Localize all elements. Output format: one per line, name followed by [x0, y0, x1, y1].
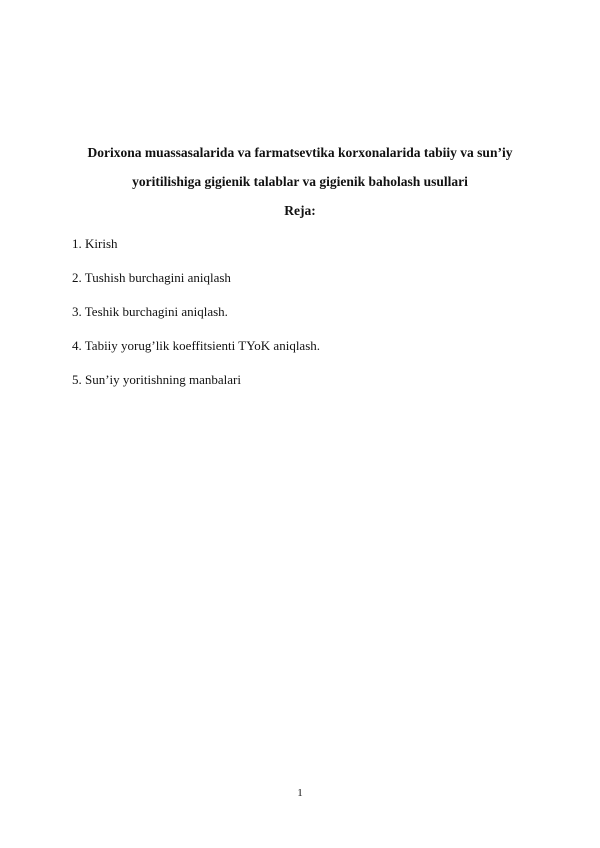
document-title	[50, 138, 550, 196]
plan-item-intro: 1. Kirish	[72, 236, 118, 251]
plan-list	[72, 233, 320, 403]
document-title-line-2: yoritilishiga gigienik talablar va gigienik baholash usullari	[132, 174, 468, 189]
plan-item-artificial-lighting: 5. Sun’iy yoritishning manbalari	[72, 372, 241, 387]
plan-heading: Reja:	[284, 203, 316, 218]
page-number: 1	[297, 787, 303, 799]
plan-item-aperture-angle: 3. Teshik burchagini aniqlash.	[72, 304, 228, 319]
document-title-line-1: Dorixona muassasalarida va farmatsevtika korxonalarida tabiiy va sun’iy	[87, 145, 513, 160]
plan-item-daylight-factor: 4. Tabiiy yorug’lik koeffitsienti TYoK aniqlash.	[72, 338, 321, 353]
plan-item-incidence-angle: 2. Tushish burchagini aniqlash	[72, 270, 231, 285]
